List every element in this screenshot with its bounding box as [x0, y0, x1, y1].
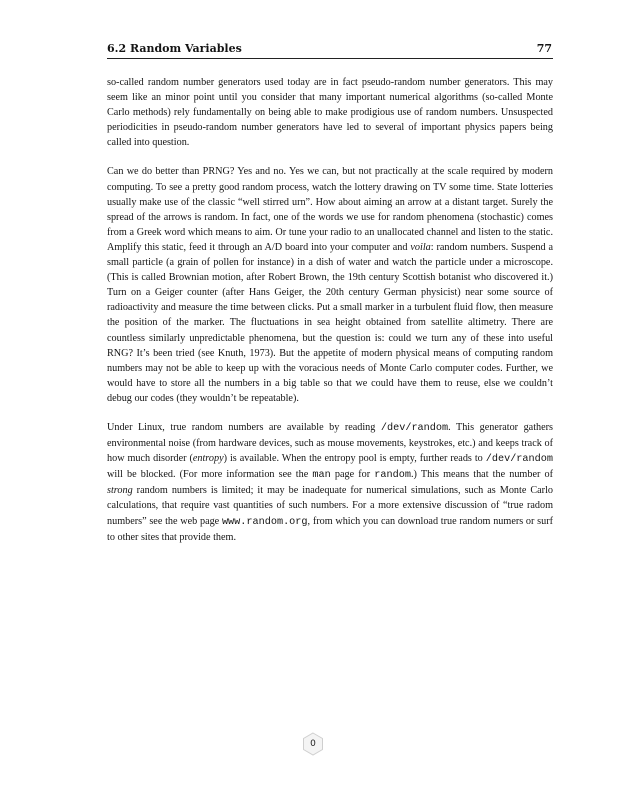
- header-rule: [107, 58, 553, 59]
- code-url: www.random.org: [221, 516, 308, 528]
- emphasis-strong: strong: [107, 485, 133, 497]
- page-number: 77: [536, 42, 552, 55]
- section-title: 6.2 Random Variables: [107, 42, 242, 55]
- paragraph-1: so-called random number generators used today are in fact pseudo-random number generators. This may seem like an minor point until you consider that many important numerical algorithms (so-called Monte Carlo methods) rely fundamentally on being able to make prodigious use of random numbers. Unsuspected periodicities in pseudo-random number generators have led to several of important physics papers being called into question.: [107, 77, 553, 149]
- code-dev-random: /dev/random: [380, 422, 449, 434]
- page-badge: [302, 732, 324, 756]
- paragraph-2: Can we do better than PRNG? Yes and no. Yes we can, but not practically at the scale required by modern computing. To see a pretty good random process, watch the lottery drawing on TV some time. State lotteries usually make use of the classic “well stirred urn”. How about aiming an arrow at a distant target. Surely the spread of the arrows is random. In fact, one of the words we use for random phenomena (stochastic) comes from a Greek word which means to aim. Or tune your radio to an unallocated channel and listen to the static. Amplify this static, feed it through an A/D board into your computer and voila: random numbers. Suspend a small particle (a grain of pollen for instance) in a dish of water and watch the particle under a microscope. (This is called Brownian motion, after Robert Brown, the 19th century Scottish botanist who discovered it.) Turn on a Geiger counter (after Hans Geiger, the 20th century German physicist) near some source of radioactivity and measure the time between clicks. Put a small marker in a turbulent fluid flow, then measure the position of the marker. The fluctuations in sea height obtained from satellite altimetry. There are countless similarly unpredictable phenomena, but the question is: could we turn any of these into useful RNG? It’s been tried (see Knuth, 1973). But the appetite of modern physical means of computing random numbers may not be able to keep up with the voracious needs of Monte Carlo computer codes. Further, we would have to store all the numbers in a big table so that we could have them to reuse, else we couldn’t debug our codes (they wouldn’t be repeatable).: [107, 166, 553, 404]
- badge-number: 0: [310, 739, 316, 749]
- code-dev-random-2: /dev/random: [485, 454, 553, 466]
- emphasis-entropy: entropy: [192, 453, 224, 465]
- running-header: [107, 42, 552, 55]
- body-text: [107, 75, 553, 559]
- code-random: random: [374, 470, 411, 482]
- emphasis-voila: voila: [410, 241, 431, 253]
- code-man: man: [312, 470, 331, 482]
- paragraph-3: Under Linux, true random numbers are available by reading /dev/random. This generator gathers environmental noise (from hardware devices, such as mouse movements, keystrokes, etc.) and keeps track of how much disorder (entropy) is available. When the entropy pool is empty, further reads to /dev/random will be blocked. (For more information see the man page for random.) This means that the number of strong random numbers is limited; it may be inadequate for numerical simulations, such as Monte Carlo calculations, that require vast quantities of such numbers. For a more extensive discussion of “true radom numbers” see the web page www.random.org, from which you can download true random numers or surf to other sites that provide them.: [107, 421, 553, 543]
